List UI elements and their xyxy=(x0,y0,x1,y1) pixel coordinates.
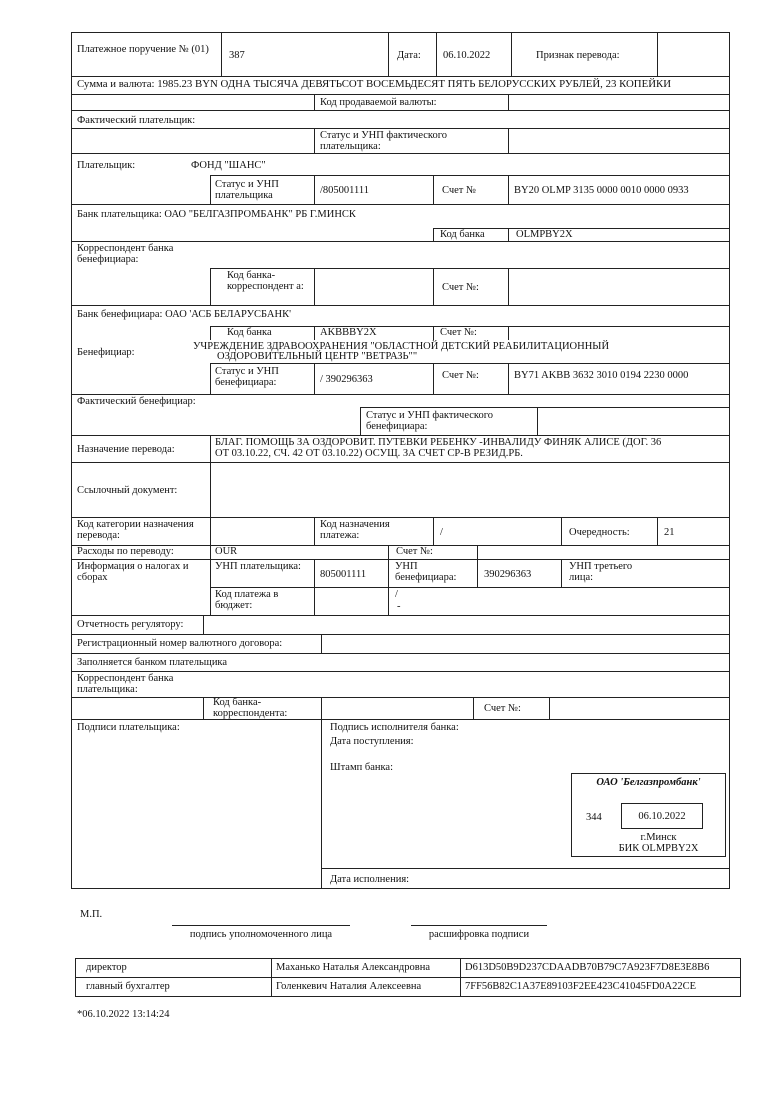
table-row xyxy=(76,978,741,997)
tax-beneficiary-unp: 390296363 xyxy=(484,569,532,580)
signer-role: директор xyxy=(76,959,272,978)
beneficiary-account-label: Счет №: xyxy=(442,370,479,381)
purpose-line-2: ОТ 03.10.22, СЧ. 42 ОТ 03.10.22) ОСУЩ. ЗА СЧЕТ СР-В РЕЗИД.РБ. xyxy=(215,448,523,459)
priority-value: 21 xyxy=(664,527,675,538)
payer-unp: /805001111 xyxy=(320,185,369,196)
date-value: 06.10.2022 xyxy=(443,50,491,61)
doc-number: 387 xyxy=(229,50,245,61)
stamp-bic: БИК OLMPBY2X xyxy=(618,843,699,854)
signer-hash: 7FF56B82C1A37E89103F2EE423C41045FD0A22CE xyxy=(461,978,741,997)
payer-signatures-label: Подписи плательщика: xyxy=(77,722,180,733)
beneficiary-bank-code-label: Код банка xyxy=(227,327,272,338)
budget-code-1: / xyxy=(395,589,398,600)
purpose-code: / xyxy=(440,527,443,538)
doc-label: Платежное поручение № (01) xyxy=(77,44,209,55)
beneficiary-bank-line: Банк бенефициара: ОАО 'АСБ БЕЛАРУСБАНК' xyxy=(77,309,291,320)
stamp-code: 344 xyxy=(586,812,602,823)
beneficiary-name-1: УЧРЕЖДЕНИЕ ЗДРАВООХРАНЕНИЯ "ОБЛАСТНОЙ ДЕТСКИЙ РЕАБИЛИТАЦИОННЫЙ xyxy=(193,341,610,352)
beneficiary-bank-code: AKBBBY2X xyxy=(320,327,377,338)
expenses-account-label: Счет №: xyxy=(396,546,433,557)
bank-stamp-label: Штамп банка: xyxy=(330,762,393,773)
filled-by-bank-label: Заполняется банком плательщика xyxy=(77,657,228,668)
beneficiary-label: Бенефициар: xyxy=(77,347,135,358)
beneficiary-bank-account-label: Счет №: xyxy=(440,327,477,338)
stamp-city: г.Минск xyxy=(640,832,677,843)
signers-table xyxy=(75,958,741,997)
payer-bank-code-label: Код банка xyxy=(440,229,485,240)
timestamp: *06.10.2022 13:14:24 xyxy=(77,1009,170,1020)
stamp-bank-name: ОАО 'Белгазпромбанк' xyxy=(596,777,701,788)
budget-code-label: Код платежа в бюджет: xyxy=(215,589,279,612)
payer-bank-line: Банк плательщика: ОАО "БЕЛГАЗПРОМБАНК" РБ Г.МИНСК xyxy=(77,209,356,220)
category-label: Код категории назначения перевода: xyxy=(77,519,194,542)
taxes-label: Информация о налогах и сборах xyxy=(77,561,189,584)
received-date-label: Дата поступления: xyxy=(330,736,414,747)
signer-name: Голенкевич Наталия Алексеевна xyxy=(272,978,461,997)
form-frame xyxy=(71,32,730,889)
signer-role: главный бухгалтер xyxy=(76,978,272,997)
mp-label: М.П. xyxy=(80,909,103,920)
amount-line: Сумма и валюта: 1985.23 BYN ОДНА ТЫСЯЧА ДЕВЯТЬСОТ ВОСЕМЬДЕСЯТ ПЯТЬ БЕЛОРУССКИХ РУБЛЕЙ, 23 КОПЕЙКИ xyxy=(77,78,671,90)
payer-bank-code: OLMPBY2X xyxy=(516,229,573,240)
beneficiary-account: BY71 AKBB 3632 3010 0194 2230 0000 xyxy=(514,370,689,381)
payer-bank-corr-label: Корреспондент банка плательщика: xyxy=(77,673,174,696)
payer-status-label: Статус и УНП плательщика xyxy=(215,179,279,202)
correspondent-account-label: Счет №: xyxy=(442,282,479,293)
executor-signature-label: Подпись исполнителя банка: xyxy=(330,722,459,733)
beneficiary-status-label: Статус и УНП бенефициара: xyxy=(215,366,279,389)
correspondent-label: Корреспондент банка бенефициара: xyxy=(77,243,174,266)
actual-beneficiary-status-label: Статус и УНП фактического бенефициара: xyxy=(366,410,494,433)
table-row xyxy=(76,959,741,978)
purpose-line-1: БЛАГ. ПОМОЩЬ ЗА ОЗДОРОВИТ. ПУТЕВКИ РЕБЕНКУ -ИНВАЛИДУ ФИНЯК АЛИСЕ (ДОГ. 36 xyxy=(215,437,662,448)
purpose-code-label: Код назначения платежа: xyxy=(320,519,390,542)
decode-caption: расшифровка подписи xyxy=(428,929,530,940)
budget-code-2: - xyxy=(397,601,401,612)
tax-payer-unp: 805001111 xyxy=(320,569,367,580)
priority-label: Очередность: xyxy=(569,527,630,538)
beneficiary-unp: / 390296363 xyxy=(320,374,373,385)
payer-account-label: Счет № xyxy=(442,185,477,196)
purpose-label: Назначение перевода: xyxy=(77,444,175,455)
signer-hash: D613D50B9D237CDAADB70B79C7A923F7D8E3E8B6 xyxy=(461,959,741,978)
tax-third-unp-label: УНП третьего лица: xyxy=(569,561,633,584)
actual-payer-status-label: Статус и УНП фактического плательщика: xyxy=(320,130,448,153)
actual-beneficiary-label: Фактический бенефициар: xyxy=(77,396,196,407)
contract-label: Регистрационный номер валютного договора: xyxy=(77,638,283,649)
expenses-label: Расходы по переводу: xyxy=(77,546,174,557)
tax-beneficiary-unp-label: УНП бенефициара: xyxy=(395,561,457,584)
beneficiary-name-2: ОЗДОРОВИТЕЛЬНЫЙ ЦЕНТР "ВЕТРАЗЬ"" xyxy=(217,351,418,362)
payer-name: ФОНД "ШАНС" xyxy=(191,160,266,171)
payer-account: BY20 OLMP 3135 0000 0010 0000 0933 xyxy=(514,185,689,196)
execution-date-label: Дата исполнения: xyxy=(330,874,410,885)
expenses-value: OUR xyxy=(215,546,238,557)
regulator-label: Отчетность регулятору: xyxy=(77,619,184,630)
stamp-date: 06.10.2022 xyxy=(638,811,686,822)
correspondent-code-label: Код банка-корреспондент а: xyxy=(227,270,304,293)
tax-payer-unp-label: УНП плательщика: xyxy=(215,561,301,572)
reference-doc-label: Ссылочный документ: xyxy=(77,485,178,496)
signer-name: Маханько Наталья Александровна xyxy=(272,959,461,978)
payer-bank-corr-account-label: Счет №: xyxy=(484,703,521,714)
payer-bank-corr-code-label: Код банка-корреспондента: xyxy=(213,697,288,720)
sold-currency-label: Код продаваемой валюты: xyxy=(320,97,437,108)
sign-caption: подпись уполномоченного лица xyxy=(189,929,333,940)
transfer-sign-label: Признак перевода: xyxy=(536,50,620,61)
date-label: Дата: xyxy=(397,50,421,61)
actual-payer-label: Фактический плательщик: xyxy=(77,115,196,126)
payer-label: Плательщик: xyxy=(77,160,136,171)
